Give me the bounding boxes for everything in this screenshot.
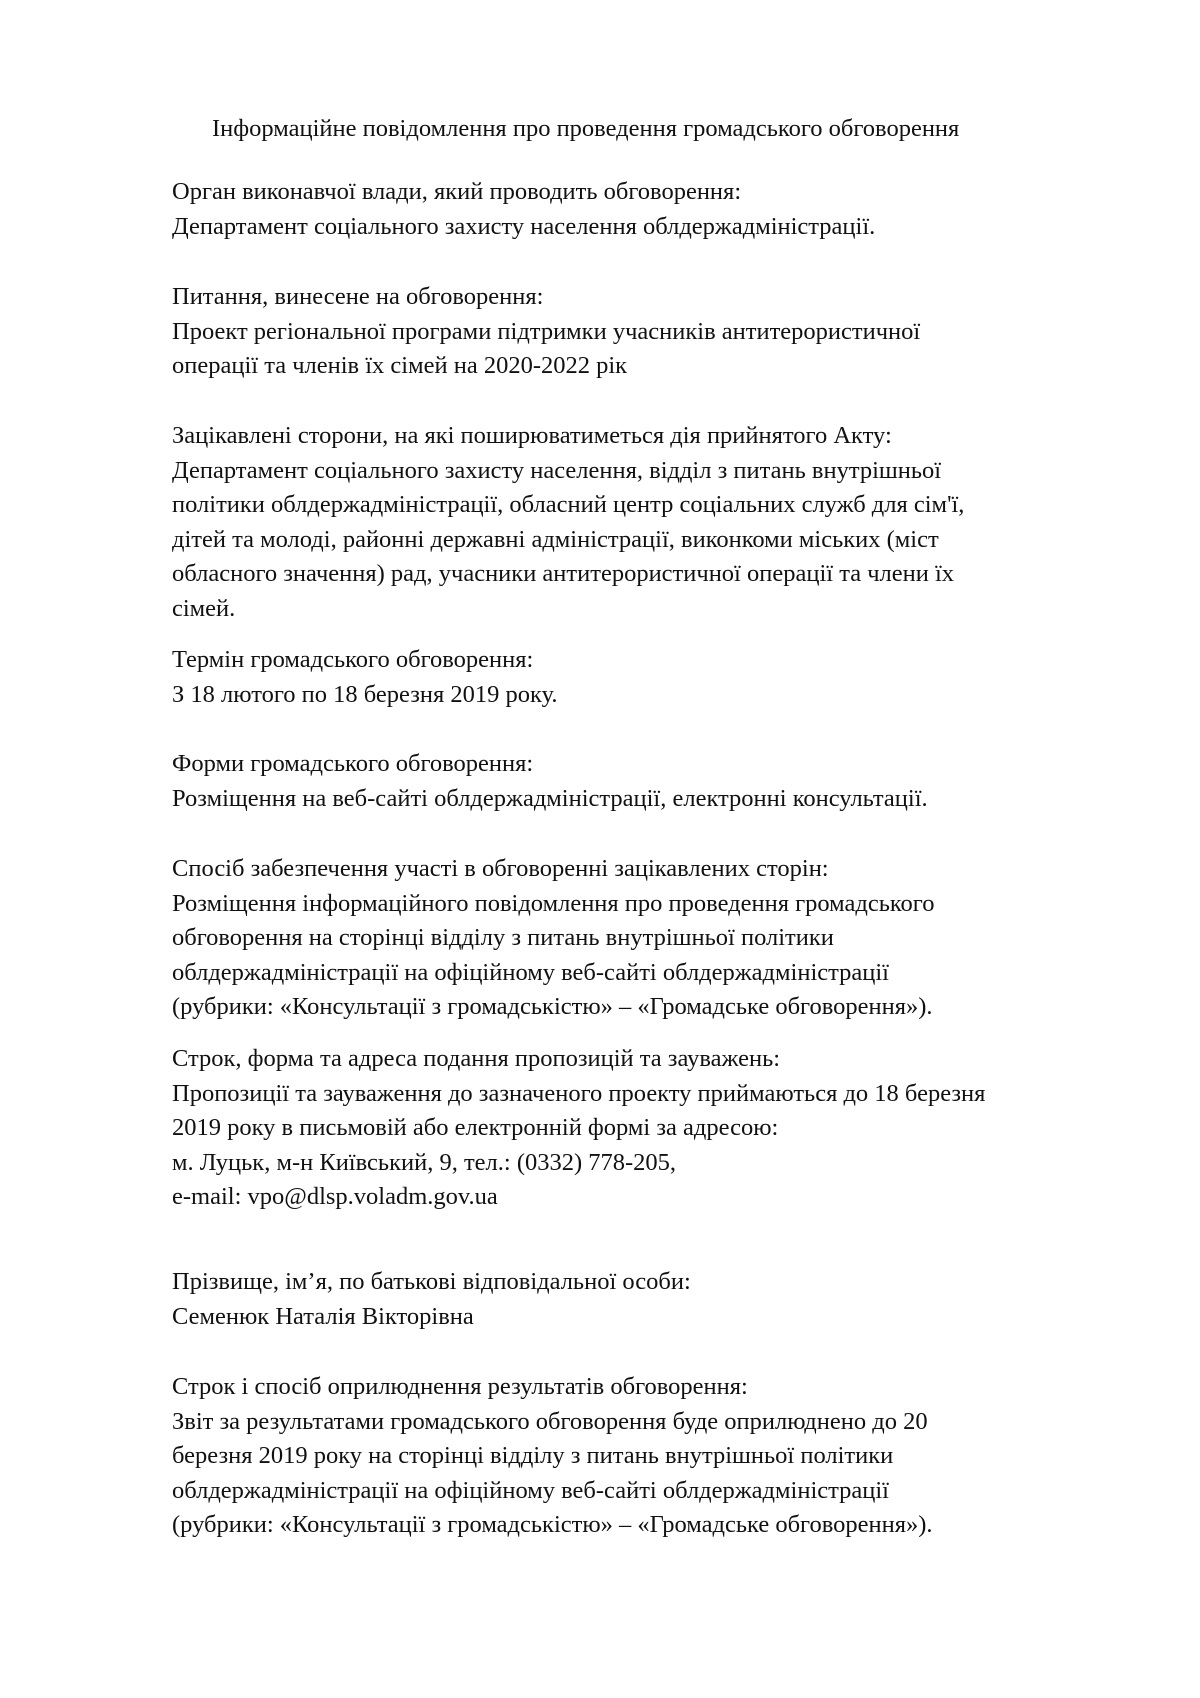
section-line: Звіт за результатами громадського обговорення буде оприлюднено до 20 <box>172 1407 928 1435</box>
section-line: (рубрики: «Консультації з громадськістю» – «Громадське обговорення»). <box>172 993 933 1020</box>
section-results-publication <box>172 1370 1132 1543</box>
section-line: облдержадміністрації на офіційному веб-сайті облдержадміністрації <box>172 958 889 986</box>
section-issue <box>172 280 1132 384</box>
section-email: e-mail: vpo@dlsp.voladm.gov.ua <box>172 1183 498 1210</box>
section-line: березня 2019 року на сторінці відділу з питань внутрішньої політики <box>172 1442 894 1469</box>
section-line: Розміщення інформаційного повідомлення про проведення громадського <box>172 889 935 917</box>
section-line: облдержадміністрації на офіційному веб-сайті облдержадміністрації <box>172 1476 889 1504</box>
section-line: Проект регіональної програми підтримки учасників антитерористичної <box>172 317 921 345</box>
document-title: Інформаційне повідомлення про проведення громадського обговорення <box>212 115 960 142</box>
section-participation-method <box>172 852 1132 1025</box>
section-heading: Форми громадського обговорення: <box>172 750 534 777</box>
section-stakeholders <box>172 419 1132 626</box>
section-line: обговорення на сторінці відділу з питань внутрішньої політики <box>172 924 834 951</box>
section-line: Департамент соціального захисту населення, відділ з питань внутрішньої <box>172 456 942 484</box>
section-line: операції та членів їх сімей на 2020-2022 рік <box>172 352 628 379</box>
section-line: Пропозиції та зауваження до зазначеного проекту приймаються до 18 березня <box>172 1079 986 1107</box>
section-heading: Термін громадського обговорення: <box>172 646 534 673</box>
section-line: 2019 року в письмовій або електронній формі за адресою: <box>172 1114 779 1141</box>
section-address: м. Луцьк, м-н Київський, 9, тел.: (0332) 778-205, <box>172 1148 677 1176</box>
section-heading: Спосіб забезпечення участі в обговоренні зацікавлених сторін: <box>172 855 829 882</box>
section-line: дітей та молоді, районні державні адміністрації, виконкоми міських (міст <box>172 525 939 553</box>
section-line: політики облдержадміністрації, обласний центр соціальних служб для сім'ї, <box>172 491 965 518</box>
section-responsible-person <box>172 1265 1132 1334</box>
section-discussion-term <box>172 643 1132 712</box>
section-discussion-forms <box>172 747 1132 816</box>
section-line: (рубрики: «Консультації з громадськістю» – «Громадське обговорення»). <box>172 1511 933 1538</box>
section-line: Розміщення на веб-сайті облдержадміністрації, електронні консультації. <box>172 784 928 812</box>
section-heading: Строк, форма та адреса подання пропозицій та зауважень: <box>172 1045 781 1072</box>
section-heading: Орган виконавчої влади, який проводить обговорення: <box>172 178 742 205</box>
section-executive-authority <box>172 175 1132 244</box>
section-heading: Прізвище, ім’я, по батькові відповідальної особи: <box>172 1268 691 1295</box>
section-heading: Питання, винесене на обговорення: <box>172 283 544 310</box>
responsible-person-name: Семенюк Наталія Вікторівна <box>172 1302 474 1330</box>
section-heading: Зацікавлені сторони, на які поширюватиметься дія прийнятого Акту: <box>172 422 892 449</box>
section-heading: Строк і спосіб оприлюднення результатів обговорення: <box>172 1373 748 1400</box>
section-line: обласного значення) рад, учасники антитерористичної операції та члени їх <box>172 560 955 587</box>
section-line: сімей. <box>172 594 236 622</box>
section-line: Департамент соціального захисту населення облдержадміністрації. <box>172 212 876 240</box>
section-line: З 18 лютого по 18 березня 2019 року. <box>172 680 558 708</box>
section-submission <box>172 1042 1132 1215</box>
